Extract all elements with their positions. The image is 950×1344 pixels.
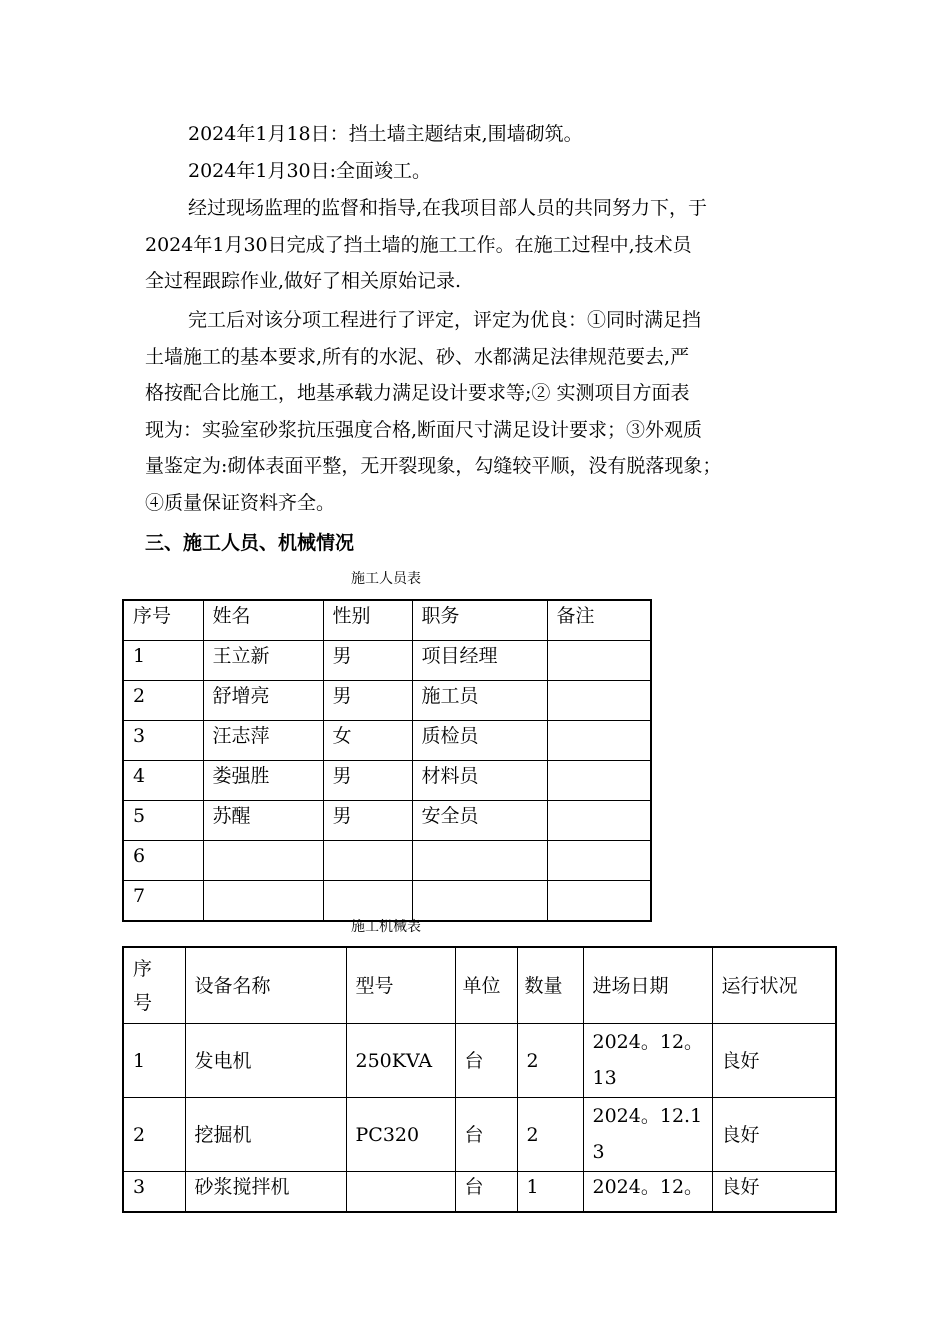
machine-table-caption: 施工机械表 — [351, 919, 421, 935]
table-cell-date — [583, 1024, 712, 1098]
machine-table — [122, 946, 837, 1213]
table-cell: 2 — [517, 1024, 583, 1098]
table-cell — [323, 841, 412, 881]
text-line: 现为：实验室砂浆抗压强度合格,断面尺寸满足设计要求；③外观质 — [145, 418, 703, 441]
table-cell — [412, 841, 547, 881]
table-cell: 男 — [323, 681, 412, 721]
table-cell: 男 — [323, 761, 412, 801]
table-cell: 1 — [517, 1172, 583, 1213]
table-cell: 汪志萍 — [203, 721, 323, 761]
table-row — [123, 1172, 836, 1213]
table-cell: 良好 — [712, 1098, 836, 1172]
paragraph-supervision — [145, 190, 810, 300]
table-row — [123, 641, 651, 681]
table-cell: 250KVA — [346, 1024, 455, 1098]
table-row — [123, 881, 651, 922]
table-cell: 良好 — [712, 1172, 836, 1213]
table-header-row — [123, 947, 836, 1024]
table-cell: 女 — [323, 721, 412, 761]
table-cell: 砂浆搅拌机 — [185, 1172, 346, 1213]
paragraph-date-jan30 — [145, 153, 810, 190]
table-row — [123, 721, 651, 761]
table-cell: 男 — [323, 801, 412, 841]
table-cell — [203, 841, 323, 881]
table-row — [123, 841, 651, 881]
table-header-row — [123, 600, 651, 641]
table-cell — [412, 881, 547, 922]
text-line: 格按配合比施工，地基承载力满足设计要求等;② 实测项目方面表 — [145, 382, 690, 404]
table-cell — [547, 841, 651, 881]
table-cell: PC320 — [346, 1098, 455, 1172]
header-cell: 序号 — [123, 600, 203, 641]
staff-table — [122, 599, 652, 922]
table-row — [123, 1098, 836, 1172]
header-cell: 单位 — [455, 947, 517, 1024]
table-cell: 质检员 — [412, 721, 547, 761]
section-heading: 三、施工人员、机械情况 — [145, 532, 355, 554]
header-cell: 设备名称 — [185, 947, 346, 1024]
table-cell: 4 — [123, 761, 203, 801]
table-cell: 台 — [455, 1024, 517, 1098]
table-cell: 施工员 — [412, 681, 547, 721]
table-cell-date — [583, 1098, 712, 1172]
table-cell: 安全员 — [412, 801, 547, 841]
header-cell: 姓名 — [203, 600, 323, 641]
text-line: 全过程跟踪作业,做好了相关原始记录. — [145, 270, 462, 292]
header-text: 号 — [133, 991, 153, 1014]
table-cell: 良好 — [712, 1024, 836, 1098]
table-cell: 3 — [123, 1172, 185, 1213]
text-line: 2024年1月30日完成了挡土墙的施工工作。在施工过程中,技术员 — [145, 233, 692, 256]
paragraph-date-jan18 — [145, 116, 810, 153]
table-cell-date: 2024。12。 — [583, 1172, 712, 1213]
table-cell — [346, 1172, 455, 1213]
header-text: 序 — [133, 957, 153, 980]
text-line: 2024年1月18日：挡土墙主题结束,围墙砌筑。 — [188, 123, 583, 145]
text-line: 土墙施工的基本要求,所有的水泥、砂、水都满足法律规范要去,严 — [145, 345, 690, 368]
table-cell: 王立新 — [203, 641, 323, 681]
text-line: 量鉴定为:砌体表面平整，无开裂现象，勾缝较平顺，没有脱落现象； — [145, 455, 722, 477]
table-cell: 台 — [455, 1172, 517, 1213]
table-cell — [323, 881, 412, 922]
date-text: 13 — [592, 1067, 617, 1089]
table-cell — [547, 801, 651, 841]
table-cell: 台 — [455, 1098, 517, 1172]
table-row — [123, 1024, 836, 1098]
header-cell: 数量 — [517, 947, 583, 1024]
table-cell — [547, 641, 651, 681]
header-cell: 进场日期 — [583, 947, 712, 1024]
text-line: 完工后对该分项工程进行了评定，评定为优良：①同时满足挡 — [188, 309, 702, 331]
table-cell: 2 — [123, 1098, 185, 1172]
header-cell: 备注 — [547, 600, 651, 641]
date-text: 3 — [592, 1141, 605, 1163]
table-cell: 材料员 — [412, 761, 547, 801]
text-line: 经过现场监理的监督和指导,在我项目部人员的共同努力下，于 — [188, 197, 708, 219]
table-row — [123, 801, 651, 841]
table-cell: 舒增亮 — [203, 681, 323, 721]
date-text: 2024。12。 — [592, 1031, 704, 1053]
header-cell: 型号 — [346, 947, 455, 1024]
table-cell: 1 — [123, 641, 203, 681]
header-cell: 运行状况 — [712, 947, 836, 1024]
paragraph-evaluation — [145, 302, 810, 521]
table-cell: 娄强胜 — [203, 761, 323, 801]
table-cell: 3 — [123, 721, 203, 761]
table-cell — [547, 721, 651, 761]
table-cell — [547, 881, 651, 922]
table-cell — [203, 881, 323, 922]
date-text: 2024。12.1 — [592, 1105, 703, 1127]
table-cell: 6 — [123, 841, 203, 881]
table-row — [123, 681, 651, 721]
header-cell-index — [123, 947, 185, 1024]
text-line: 2024年1月30日:全面竣工。 — [188, 160, 432, 182]
text-line: ④质量保证资料齐全。 — [145, 491, 336, 514]
table-cell — [547, 761, 651, 801]
staff-table-caption: 施工人员表 — [351, 571, 421, 587]
table-cell — [547, 681, 651, 721]
table-row — [123, 761, 651, 801]
table-cell: 挖掘机 — [185, 1098, 346, 1172]
table-cell: 苏醒 — [203, 801, 323, 841]
table-cell: 男 — [323, 641, 412, 681]
header-cell: 职务 — [412, 600, 547, 641]
table-cell: 1 — [123, 1024, 185, 1098]
header-cell: 性别 — [323, 600, 412, 641]
table-cell: 5 — [123, 801, 203, 841]
table-cell: 发电机 — [185, 1024, 346, 1098]
table-cell: 2 — [123, 681, 203, 721]
table-cell: 项目经理 — [412, 641, 547, 681]
table-cell: 7 — [123, 881, 203, 922]
table-cell: 2 — [517, 1098, 583, 1172]
